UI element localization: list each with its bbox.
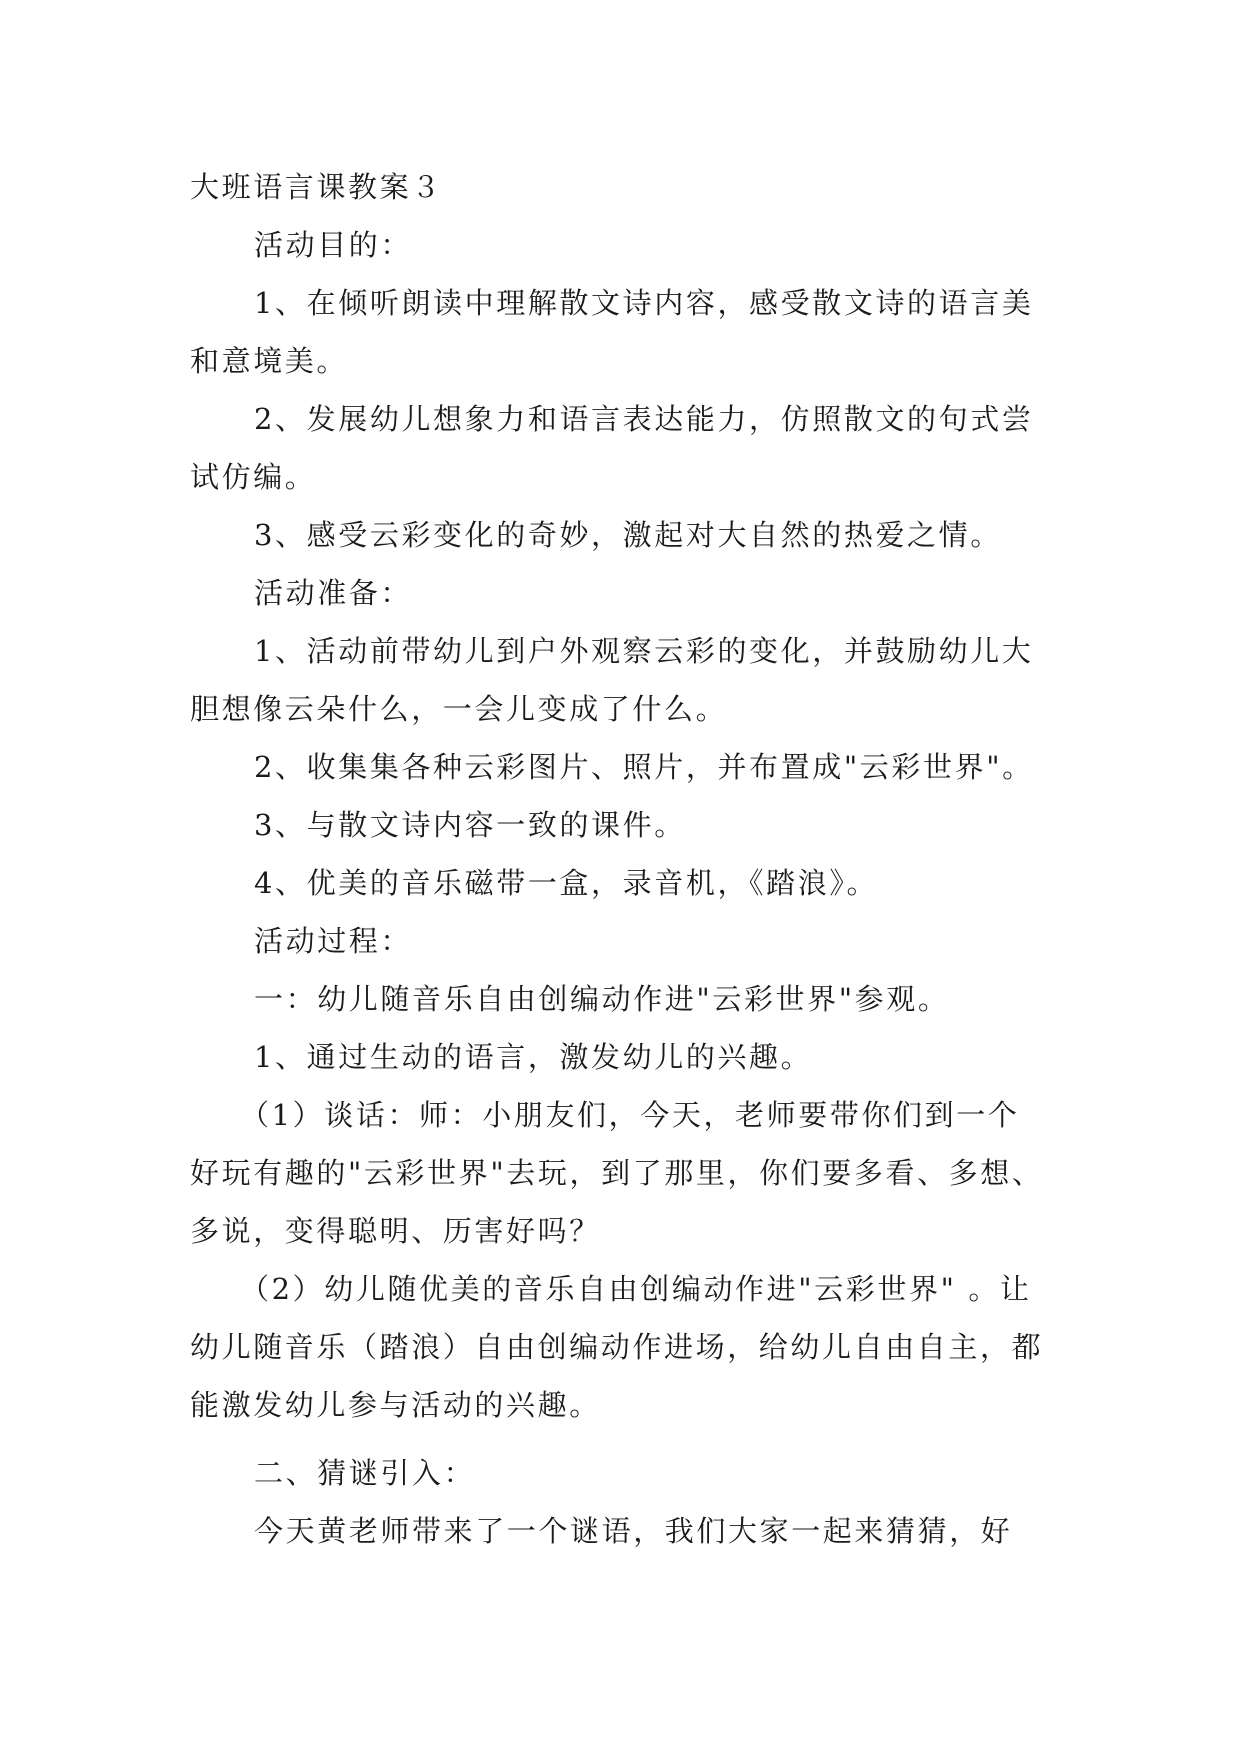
paragraph: 2、发展幼儿想象力和语言表达能力，仿照散文的句式尝试仿编。 [190,402,1034,494]
paragraph: 3、感受云彩变化的奇妙，激起对大自然的热爱之情。 [254,518,1002,552]
paragraph: （2）幼儿随优美的音乐自由创编动作进"云彩世界" 。让幼儿随音乐（踏浪）自由创编动作进场，给幼儿自由自主，都能激发幼儿参与活动的兴趣。 [190,1272,1044,1422]
paragraph: 1、在倾听朗读中理解散文诗内容，感受散文诗的语言美和意境美。 [190,286,1034,378]
paragraph: 一：幼儿随音乐自由创编动作进"云彩世界"参观。 [254,982,950,1016]
document-title: 大班语言课教案３ [190,170,443,204]
paragraph: 今天黄老师带来了一个谜语，我们大家一起来猜猜，好 [254,1514,1013,1548]
section-heading-riddle: 二、猜谜引入： [254,1456,476,1490]
section-heading-process: 活动过程： [254,924,413,958]
paragraph: （1）谈话：师：小朋友们，今天，老师要带你们到一个好玩有趣的"云彩世界"去玩，到了那里，你们要多看、多想、多说，变得聪明、历害好吗？ [190,1098,1044,1248]
paragraph: 1、活动前带幼儿到户外观察云彩的变化，并鼓励幼儿大胆想像云朵什么，一会儿变成了什么。 [190,634,1034,726]
section-heading-preparation: 活动准备： [254,576,413,610]
section-heading-goals: 活动目的： [254,228,413,262]
paragraph: 2、收集集各种云彩图片、照片，并布置成"云彩世界"。 [254,750,1034,784]
document-body [190,158,1050,1560]
paragraph: 4、优美的音乐磁带一盒，录音机，《踏浪》。 [254,866,879,900]
paragraph: 1、通过生动的语言，激发幼儿的兴趣。 [254,1040,813,1074]
paragraph: 3、与散文诗内容一致的课件。 [254,808,686,842]
